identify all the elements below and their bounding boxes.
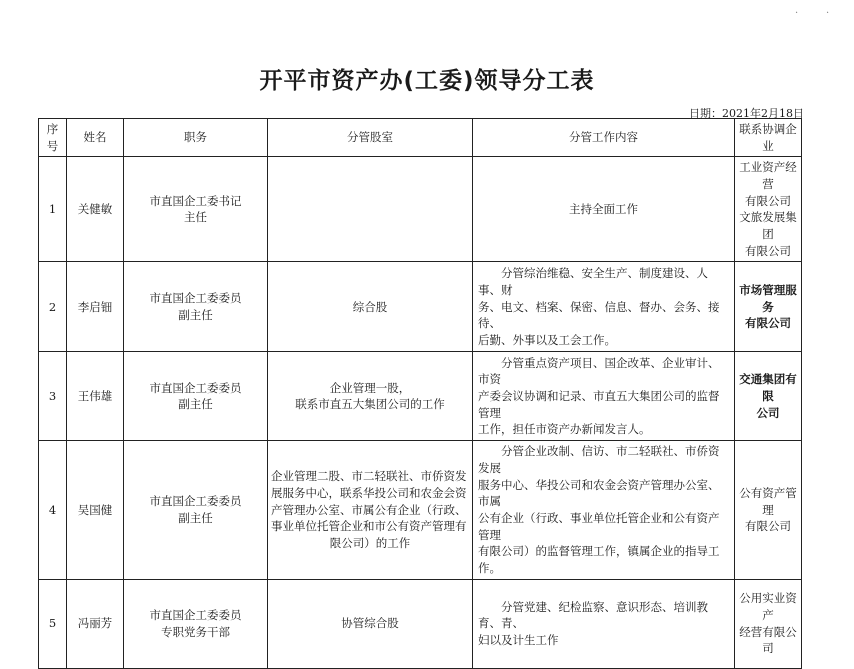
cell-work	[473, 262, 735, 352]
cell-no: 4	[39, 441, 67, 579]
cell-division	[268, 157, 473, 262]
cell-work	[473, 352, 735, 441]
header-no: 序号	[39, 119, 67, 157]
enterprise-line: 市场管理服务	[739, 282, 797, 314]
cell-enterprise	[735, 579, 802, 668]
cell-position	[124, 441, 268, 579]
work-line: 妇以及计生工作	[478, 633, 559, 648]
work-line: 公有企业（行政、事业单位托管企业和公有资产管理	[478, 511, 720, 542]
enterprise-line: 有限公司	[745, 519, 791, 534]
table-row	[39, 441, 802, 579]
leadership-division-table	[38, 118, 802, 669]
cell-no: 2	[39, 262, 67, 352]
table-row	[39, 262, 802, 352]
header-position: 职务	[124, 119, 268, 157]
work-line: 产委会议协调和记录、市直五大集团公司的监督管理	[478, 389, 720, 420]
division-line: 联系市直五大集团公司的工作	[295, 397, 445, 412]
enterprise-line: 公司	[756, 405, 780, 420]
work-line: 分管党建、纪检监察、意识形态、培训教育、青、	[478, 599, 708, 631]
position-line: 市直国企工委委员	[149, 291, 242, 306]
work-line: 分管企业改制、信访、市二轻联社、市侨资发展	[478, 444, 720, 476]
cell-no: 3	[39, 352, 67, 441]
table-header-row	[39, 119, 802, 157]
division-line: 产管理办公室、市属公有企业（行政、	[271, 502, 467, 517]
enterprise-line: 交通集团有限	[739, 372, 797, 404]
work-line: 有限公司）的监督管理工作，镇属企业的指导工作。	[478, 544, 720, 576]
division-line: 限公司）的工作	[329, 536, 411, 551]
header-enterprise: 联系协调企业	[735, 119, 802, 157]
enterprise-line: 有限公司	[745, 316, 791, 331]
enterprise-line: 公有资产管理	[739, 486, 797, 517]
position-line: 副主任	[178, 307, 213, 322]
work-line: 分管重点资产项目、国企改革、企业审计、市资	[478, 355, 720, 387]
enterprise-line: 有限公司	[745, 243, 791, 258]
cell-work	[473, 441, 735, 579]
cell-division	[268, 262, 473, 352]
division-line: 协管综合股	[341, 616, 399, 631]
cell-enterprise	[735, 157, 802, 262]
work-line: 务、电文、档案、保密、信息、督办、会务、接待、	[478, 299, 720, 331]
page-mark: ·	[826, 8, 830, 19]
position-line: 市直国企工委书记	[149, 193, 242, 208]
table-row	[39, 352, 802, 441]
enterprise-line: 文旅发展集团	[739, 210, 797, 242]
position-line: 副主任	[178, 397, 213, 412]
division-line: 事业单位托管企业和市公有资产管理有	[271, 519, 467, 534]
position-line: 专职党务干部	[161, 624, 230, 639]
position-line: 副主任	[178, 511, 213, 526]
cell-position	[124, 579, 268, 668]
position-line: 市直国企工委委员	[149, 608, 242, 623]
cell-position	[124, 157, 268, 262]
document-date: 日期：2021年2月18日	[689, 107, 804, 120]
position-line: 市直国企工委委员	[149, 380, 242, 395]
header-name: 姓名	[67, 119, 124, 157]
cell-work	[473, 579, 735, 668]
position-line: 市直国企工委委员	[149, 494, 242, 509]
division-line: 综合股	[352, 299, 388, 314]
page-mark: ·	[795, 8, 799, 19]
cell-no: 1	[39, 157, 67, 262]
position-line: 主任	[184, 210, 207, 225]
work-line: 工作，担任市资产办新闻发言人。	[478, 422, 651, 437]
cell-division	[268, 441, 473, 579]
table-row	[39, 157, 802, 262]
cell-name: 冯丽芳	[67, 579, 124, 668]
cell-position	[124, 262, 268, 352]
header-division: 分管股室	[268, 119, 473, 157]
enterprise-line: 经营有限公司	[739, 624, 797, 656]
enterprise-line: 有限公司	[745, 193, 791, 208]
table-row	[39, 579, 802, 668]
division-line: 企业管理二股、市二轻联社、市侨资发	[271, 469, 467, 484]
work-line: 分管综治维稳、安全生产、制度建设、人事、财	[478, 266, 708, 297]
work-line: 后勤、外事以及工会工作。	[478, 332, 616, 347]
cell-name: 李启钿	[67, 262, 124, 352]
cell-division	[268, 579, 473, 668]
cell-no: 5	[39, 579, 67, 668]
cell-name: 王伟雄	[67, 352, 124, 441]
header-work: 分管工作内容	[473, 119, 735, 157]
cell-enterprise	[735, 262, 802, 352]
cell-enterprise	[735, 441, 802, 579]
cell-name: 吴国健	[67, 441, 124, 579]
work-line: 服务中心、华投公司和农金会资产管理办公室、市属	[478, 477, 720, 509]
document-title: 开平市资产办(工委)领导分工表	[259, 68, 595, 94]
enterprise-line: 公用实业资产	[739, 591, 797, 623]
division-line: 企业管理一股，	[329, 380, 411, 395]
cell-work	[473, 157, 735, 262]
cell-enterprise	[735, 352, 802, 441]
work-line: 主持全面工作	[569, 202, 638, 217]
cell-position	[124, 352, 268, 441]
cell-name: 关健敏	[67, 157, 124, 262]
cell-division	[268, 352, 473, 441]
enterprise-line: 工业资产经营	[739, 160, 797, 192]
division-line: 展服务中心，联系华投公司和农金会资	[271, 486, 467, 501]
